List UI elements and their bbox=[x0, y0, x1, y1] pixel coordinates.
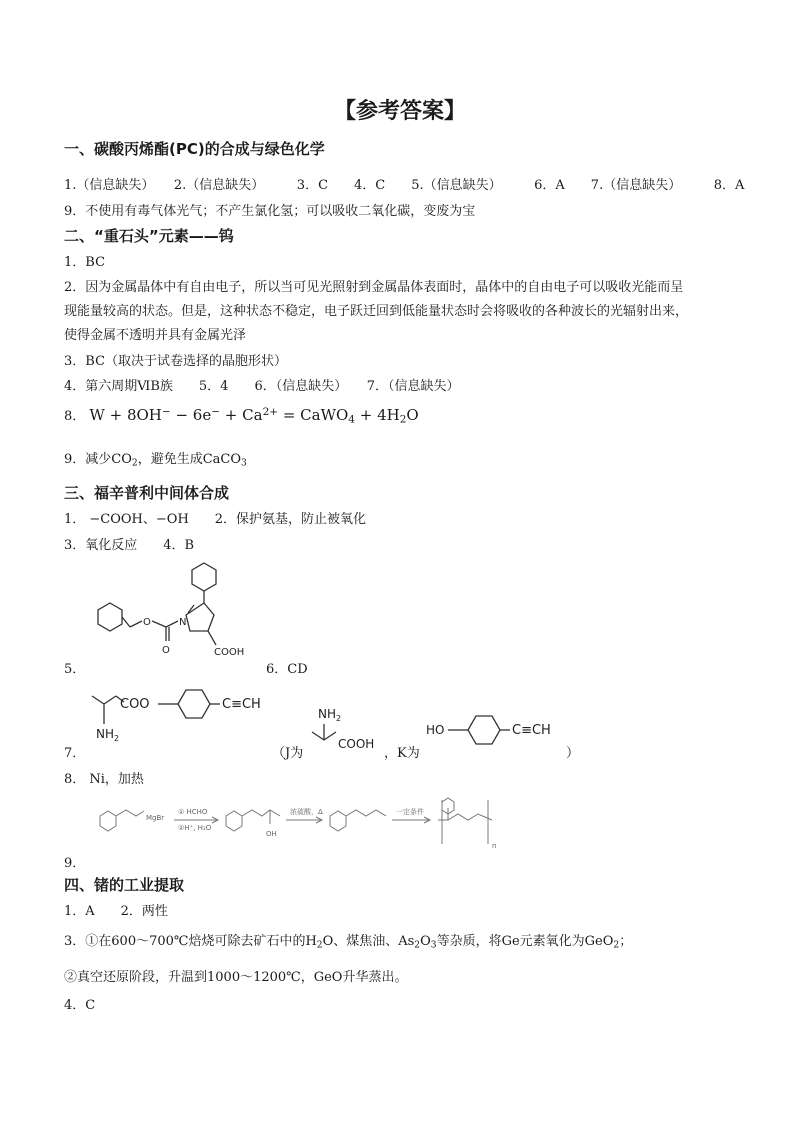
answer-line: 使得金属不透明并具有金属光泽 bbox=[64, 328, 247, 343]
section-heading-4: 四、锗的工业提取 bbox=[64, 876, 185, 894]
item-number: 9． bbox=[64, 856, 86, 871]
section-heading-3: 三、福辛普利中间体合成 bbox=[64, 484, 230, 502]
group-label: COO bbox=[120, 697, 150, 712]
svg-text:C≡CH: C≡CH bbox=[512, 723, 551, 738]
answer-line: 现能量较高的状态。但是，这种状态不稳定，电子跃迁回到低能量状态时会将吸收的各种波长的光辐射出来， bbox=[64, 304, 689, 319]
chemical-equation: $W + 8OH^- - 6e^- + Ca^{2+}$ = CaWO$_4$ + $4H_2O$ bbox=[89, 405, 419, 426]
item-number: 7． bbox=[64, 746, 86, 761]
svg-text:一定条件: 一定条件 bbox=[396, 808, 424, 816]
structure-k bbox=[424, 708, 574, 752]
structure-j bbox=[300, 700, 390, 756]
atom-label: O bbox=[162, 645, 170, 656]
svg-text:MgBr: MgBr bbox=[146, 814, 165, 822]
section-heading-2: 二、“重石头”元素——钨 bbox=[64, 227, 234, 245]
answer-line: 4．C bbox=[64, 998, 96, 1013]
svg-text:浓硫酸，Δ: 浓硫酸，Δ bbox=[290, 808, 323, 816]
paren-mid: ，K为 bbox=[384, 746, 420, 761]
answer-line: 9．不使用有毒气体光气；不产生氯化氢；可以吸收二氧化碳，变废为宝 bbox=[64, 204, 476, 219]
answer-line: 8． Ni，加热 bbox=[64, 772, 144, 787]
structure-5 bbox=[86, 555, 266, 665]
paren-open: （J为 bbox=[272, 746, 304, 761]
svg-text:n: n bbox=[492, 842, 497, 850]
svg-text:NH2: $NH_2$ bbox=[318, 707, 342, 723]
paren-close: ） bbox=[566, 746, 580, 761]
structure-7 bbox=[86, 676, 286, 746]
answer-line-equation bbox=[64, 405, 419, 426]
answer-line: 3．BC（取决于试卷选择的晶胞形状） bbox=[64, 354, 288, 369]
item-number: 8． bbox=[64, 409, 86, 424]
group-label: $NH_2$ bbox=[96, 727, 120, 743]
atom-label: N bbox=[179, 617, 187, 628]
item-number: 5． bbox=[64, 662, 86, 677]
group-label: C≡CH bbox=[222, 697, 261, 712]
answer-line: 1.（信息缺失） 2.（信息缺失） 3．C 4．C 5.（信息缺失） 6．A 7.（信息缺失） 8．A bbox=[64, 178, 745, 193]
answer-line: 4．第六周期ⅥB族 5．4 6．（信息缺失） 7．（信息缺失） bbox=[64, 379, 460, 394]
synthesis-scheme bbox=[86, 790, 516, 856]
answer-line: ②真空还原阶段，升温到1000～1200℃，GeO升华蒸出。 bbox=[64, 970, 408, 985]
svg-text:OH: OH bbox=[266, 830, 277, 838]
page-title: 【参考答案】 bbox=[334, 99, 467, 124]
answer-line: 6．CD bbox=[266, 662, 308, 677]
answer-line: 1．BC bbox=[64, 255, 106, 270]
section-heading-1: 一、碳酸丙烯酯(PC)的合成与绿色化学 bbox=[64, 140, 325, 158]
answer-line: 2．因为金属晶体中有自由电子，所以当可见光照射到金属晶体表面时，晶体中的自由电子可以吸收光能而呈 bbox=[64, 280, 684, 295]
svg-text:COOH: COOH bbox=[338, 737, 375, 751]
answer-line: 3．①在600～700℃焙烧可除去矿石中的$H_2O$、煤焦油、$As_2O_3$等杂质，将Ge元素氧化为GeO$_2$； bbox=[64, 934, 633, 951]
atom-label: O bbox=[143, 617, 151, 628]
svg-text:②H⁺, H₂O: ②H⁺, H₂O bbox=[178, 824, 212, 832]
answer-line: 3．氧化反应 4．B bbox=[64, 538, 195, 553]
svg-text:① HCHO: ① HCHO bbox=[178, 808, 208, 816]
answer-line: 1．A 2．两性 bbox=[64, 904, 168, 919]
answer-line: 9．减少$CO_2$，避免生成CaCO$_3$ bbox=[64, 452, 247, 469]
group-label: COOH bbox=[214, 647, 245, 658]
svg-text:HO: HO bbox=[426, 723, 445, 737]
answer-line: 1． −COOH、−OH 2．保护氨基，防止被氧化 bbox=[64, 512, 367, 527]
